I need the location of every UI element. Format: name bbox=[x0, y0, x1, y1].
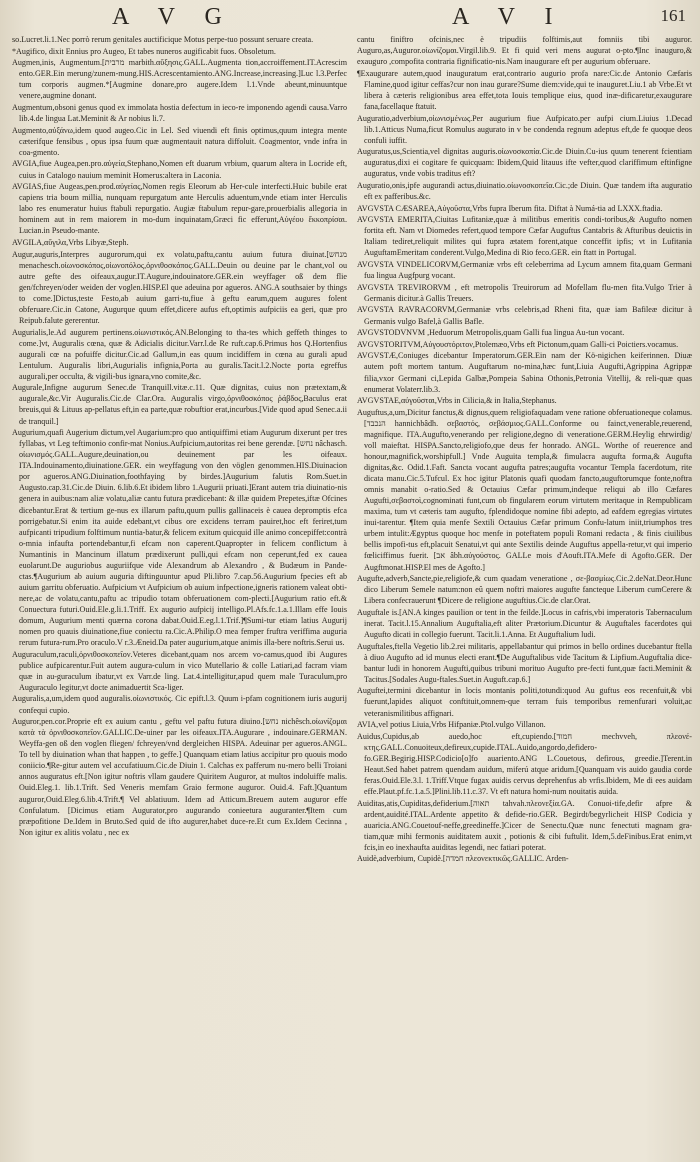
dictionary-entry: Augmento,αὐξάνω,idem quod augeo.Cic in Lel. Sed viuendi eft finis optimus,quum integra mente cæterifque fensibus , opus ipsa fuum quæ augmentauit natura diffoluit. Coagmentor, vnde infra in coa-gmento. bbox=[12, 125, 347, 157]
dictionary-entry: AVGVSTAE,αὐγοῦσται,Vrbs in Cilicia,& in Italia,Stephanus. bbox=[357, 396, 557, 406]
dictionary-entry: Auguratio,onis,ipfe augurandi actus,diuinatio.οἰωνοσκοπεῖα.Cic.;de Diuin. Quæ tandem ifta auguratio eft ex pafferibus.&c. bbox=[357, 180, 692, 202]
running-head-right: A V I bbox=[452, 4, 565, 30]
dictionary-entry: Auguraculum,raculi,ὀρνιθοσκοπεῖον.Veteres dicebant,quam nos arcem vo-camus,quod ibi Augures publice aufpicarentur.Fuit autem augura-culum in vico Mutellario & colle Latiari,ad facram viam quæ in au-guraculum ibatur,vt ex Varr.de ling. Lat.4.intelligitur,apud quem male Turaculum,pro Auguraculo legitur,vt docte animaduertit Sca-liger. bbox=[12, 649, 347, 692]
dictionary-entry: Augurialis,le.Ad augurem pertinens.οἰωνιστικός.AN.Belonging to tha-tes which geffeth thinges to come.]vt, Auguralis cœna, quæ & Adicialis dicitur.Varr.l.de Re ruft.cap.6.Primus hos Q.Hortenfius augurali cœ na pofuiffe dicitur.Cic.ad Gallum,in eas quum incidiffem in cœna au gurali apud Lentulum. Auguralis libri,Augurialis infignia,Porta au guralis.Tacit.l.2.Nocte porta egreffus augurali,per occulta, & vigili-bus ignara,vno comite,&c. bbox=[12, 327, 347, 381]
dictionary-entry: AVGVSTA CÆSAREA,Αὐγοῦστα,Vrbs fupra Iberum fita. Diftat à Numá-tia ad LXXX.ftadia. bbox=[357, 203, 663, 213]
dictionary-entry: Auguftale is.[AN.A kinges pauilion or tent in the feilde.]Locus in cafris,vbi imperatoris Tabernaculum inerat. Tacit.l.15.Annalium Auguftalia,eft aliter Prætorium.Dicuntur & Auguftales facerdotes qui Augufto dicati in collegio fuerunt. Tacit.li.1.Anna. Et Auguftalium ludi. bbox=[357, 607, 692, 639]
dictionary-entry: AVIA,vel potius Liuia,Vrbs Hifpaniæ.Ptol.vulgo Villanon. bbox=[357, 720, 546, 730]
left-column bbox=[12, 34, 347, 1158]
dictionary-entry: AVGVSTA EMERITA,Ciuitas Lufitaniæ,quæ à militibus emeritis condi-toribus,& Augufto nomen fortita eft. Nam vt Diomedes refert,quod tempore Cæfar Auguftus Cantabris & Afturibus deuictis in Italiam tediret,reliquit milites qui fupra ætatem forent,atque conceffit ipfis; vt in Lufitania AuguftamEmeritam conderent.Vulgo,Medina di Rio feco.GER. ein ftatt in Portugal. bbox=[357, 215, 692, 258]
right-column bbox=[357, 34, 692, 1158]
dictionary-entry: so.Lucret.li.1.Nec porrò rerum genitales auctificique Motus perpe-tuo possunt seruare creata. bbox=[12, 35, 314, 44]
dictionary-entry: Auidè,adverbium, Cupidè.[חמדה πλεονεκτικῶς.GALLIC. Arden- bbox=[357, 854, 569, 864]
dictionary-entry: Augurium,quafi Augerium dictum,vel Augarium:pro quo antiquiffimi etiam Augurum dixerunt per tres fyllabas, vt Leg teftimonio confir-mat Nonius.Aufpicium,autoritas rei bene gerendæ. [נחש nâchasch. οἰωνισμός.GALL.Augure,deuination,ou deuinement par les oifeaux. ITA.Indouinamento,diuinatione.GER. ein weyffagung von den vöglen genommen.HIS.Diuinacion por agueros.ANG.Diuination,foothfaying by birdes.]Augurium falutis Rom.Suet.in Augusto.cap.31.Cic.de Diuin. 6.lib.6.Et ibidem libro 1.Augurii priuati.]Erant autem tria diuinatio-nis genera in auibus:nam aliæ volatu,aliæ cantu futura prædicebant: & illæ quidem Prepetes,iftæ Ofcines dicebantur.Erat & tertium ge-nus ex illarum paftu,quum pullis gallinaceis è cauea depromptis efca porrigebatur.Si enim ita auide edebant,vt cibus ore excidens terram pauiret,hoc eft feriret,tum aufpicanti tripudium folftimum nuntia-batur,& felicem exitum quicquid ille animo concepiffet:contrà o-mnia infaufta portendebantur,fi efcam non caperent.Quapropter in felicem conflictum à Numantinis in Mancinum illatum prædixerunt pulli,qui efcam non ceperunt,fed ex cauea euolarunt.De auguriobus auguriifque vide Alexandrum ab Alexandro , & Budæum in Pande-ctas.¶Augurium ab auium auguria diftinguuntur apud Pli.libro 7.cap.56.Augurium fpecies eft ab auium garritu obferuatio. Aufpicium vt Aufpicium ob auium infpectione,igneris rationem valeat obti-nere,ac de volatu,cantu,paftu ac tripudio totam obferuationem com-plecti.[Augurium ratio eft.& Conuectura futuri.Ouid.Ele.g.li.1.Triff. Ex augurio aufpicij intelligo.Pl.Afs.fc.1.a.1.Illam effe Iouis domum, Augurium menti quærna corona dabat.Ouid.E.eg.l.1.Trif.]¶Sumi-tur etiam latius Augurij nomen pro quauis diuinatione,fiue coniectu ra.Cic.A.Philip.O mea femper fruftra veriffima auguria rerum futura-rum.Pro oraculo.V r.3.Æneid.Da pater augurium,atque animis illa-bere noftris.Serui us. bbox=[12, 428, 347, 648]
running-head-left: A V G bbox=[112, 4, 234, 30]
dictionary-entry: AVGILA,αὔγιλα,Vrbs Libyæ,Steph. bbox=[12, 238, 129, 247]
dictionary-entry: AVGVSTA RAVRACORVM,Germaniæ vrbs celebris,ad Rheni fita, quæ iam Bafileæ dicitur à Germanis vulgo Bafel,à Gallis Bafle. bbox=[357, 305, 692, 326]
dictionary-entry: Auguftei,termini dicebantur in locis montanis politi,totundi:quod Au guftus eos recenfuit,& vbi fuerunt,lapides aliquot conftituit,omnem-que terram fuis temporibus remenfurari voluit,ac veteranismilitibus affignari. bbox=[357, 686, 692, 718]
dictionary-entry: *Augifico, dixit Ennius pro Augeo, Et tabes nuneros augificabit fuos. Obsoletum. bbox=[12, 46, 276, 56]
dictionary-entry: cantu finiftro ofcinis,nec è tripudiis folftimis,aut fomniis tibi auguror. Auguro,as,Auguror.οἰωνίζομαι.Virgil.lib.9. Et fi quid veri mens augurat o-pto.¶Inc inauguro,& exauguro ,compofita contraria fignificatio-nis.Nam inaugurare eft per augurium obferuare. bbox=[357, 35, 692, 67]
dictionary-entry: AVGVSTORITVM,Αὐγουστόριτον,Ptolemæo,Vrbs eft Pictonum,quam Galli-ci Poictiers.vocamus. bbox=[357, 339, 679, 349]
dictionary-entry: Auguratus,us,Scientia,vel dignitas auguris.οἰωνοσκοπία.Cic.de Diuin.Cu-ius quum tenerent fcientiam auguratus,dixi ei cogitare fe quicquam: Ibidem,Quid litauus ifte vefter,quod clariffimum eftinfigne auguratus, vnde vobis traditus eft? bbox=[357, 147, 692, 179]
dictionary-entry: AVGIAS,fiue Augeas,pen.prod.αὐγείας,Nomen regis Eleorum ab Her-cule interfecti.Huic bubile erat capiens tria boum millia, nunquam repurgatum ante Herculis aduentum,vnde etiam inter Herculis labo res enumeratur huius ftabuli repurgatio. Augiæ ftabulum repur-gare,prouerbialis allegoria in hominem aut in rem maiorem in mo-dum inquinatam,Græci fic efferunt,Αὐγέου ἔκκοπρίσαι. Lucian.in Pseudo-mante. bbox=[12, 182, 347, 236]
dictionary-entry: Auguftus,a,um,Dicitur fanctus,& dignus,quem religiofaquadam vene ratione obferuationeque colamus.[הנכבד hannichbâdh. σεβαστός, σεβάσμιος.GALL.Conforme ou fainct,venerable,reuerend, magnifique. ITA.Augufto,venerando per religione,degno di veneratione.GERM.Heylig ehrwirdig/ voll maieftat. HISPA.Sancto,religiofo,que deus fer honrado. ANGL. Worthe of reuerence and honour,magnifick,worshipfull.] Vnde Auguita templa,& fimulacra augufta forma,& Augufta dignitas,&c. Odid.1.Faft. Sancta vocant augufta patres;augufta vocantur Templa facerdotum, rite dicata manu.Cic.5.Tufcul. Ex hoc igitur Platonis quafi quodam fancto,auguftorumque fonte,noftra omnis manabit o-ratio.Sed & Octauius Cæfar primum,indeque reliqui ab illo Cæfares Augufti,σεβαστοὶ,cognominati funt,cum ob fingularem eorum virtutem meritaque in Rempublicam maxima, tum vt cæteris tam augufto, fplendidoque nomine fibi adepto, ad eafdem egregias virtutes inui-tarentur. ¶Item quia menfe Sextili Octauius Cæfar primum Confu-latum iniit,triumphos tres urbem intulit:Ægyptus quoque hoc menfe in poteftatem populi Romani redacta , & finis ciuilibus bellis impofi-tus eft,placuit Senatui,vt qui ante Sextilis deinde Auguftus appella-retur,vt qui imperio fœliciffimus fuerit. [אב âbh.αὐγούστος. GALLe mois d'Aouft.ITA.Mefe di Agofto.GER. Der Augftmonat.HISP.El mes de Agofto.] bbox=[357, 407, 692, 572]
dictionary-entry: AVGVSTODVNVM ,Heduorum Metropolis,quam Galli fua lingua Au-tun vocant. bbox=[357, 328, 625, 338]
dictionary-entry: Auguratio,adverbium,οἰωνισμένως.Per augurium fiue Aufpicato.per aufpi cium.Liuius 1.Decad lib.1.Atticus Numa,ficut Romulus augurato in v be condenda regnum adeptus eft,de fe quoque deos confuli iuffit. bbox=[357, 113, 692, 145]
dictionary-entry: Auguralis,a,um,idem quod auguralis.οἰωνιστικός. Cic epift.l.3. Quum i-pfam cognitionem iuris augurij confequi cupio. bbox=[12, 694, 347, 715]
dictionary-entry: AVGIA,fiue Augea,pen.pro.αὐγεία,Stephano,Nomen eft duarum vrbium, quarum altera in Locride eft, cuius in Catalogo nauium meminit Homerus:altera in Laconia. bbox=[12, 159, 347, 180]
dictionary-entry: AVGVSTA VINDELICORVM,Germaniæ vrbs eft celeberrima ad Lycum amnem fita,quam Germani fua lingua Augfpurg vocant. bbox=[357, 260, 692, 281]
dictionary-entry: Auguror,pen.cor.Proprie eft ex auium cantu , geftu vel paftu futura diuino.[נחש nichêsch.οἰωνίζομαι κατὰ τὰ ὀρνιθοσκοπεῖον.GALLIC.De-uiner par les oifeaux.ITA.Augurare , indouinare.GERMAN. Weyffa-gen oß den voglen fliegen/ fchreyen/vnd dergleichen HISPA. Adeuinar per agueros.ANGL. To tell by diuination whan that happen , to geffe.] Quanquam etiam latius accipitur pro quouis modo coniicio.¶Re-gitur autem vel accufatiuum.Cic.de Diuin 1. Calchas ex pafferum nu-mero belli Troiani annos auguratus eft.[Non igitur noftris vllam gaudere Quiritem Auguror, at multos indoluiffe malis. Ouid.Eleg.1. lib.1.Trift. Sed Veneris memfam Graio fermone auguror. Ouid.4. Faft.]Quantum auguror,Ouid.Eleg.6.lib.4.Trift.¶ Vel ablatiuum. Idem ad Atticum.Breuem autem auguror effe Confulatum. [Dicimus etiam Augurator,pro augurando conieetura auguranter.¶Item cum præpofitione De.Idem in Bruto.Sed quid de ifto augurer,habet duce-re.Et cum Ex.Idem Cecinna , Non igitur ex alitis volatu , nec ex bbox=[12, 717, 347, 837]
dictionary-entry: Augmen,inis, Augmentum.[מרבית marbith.αὔξησις.GALL.Augmenta tion,accroiffement.IT.Acrescim ento.GER.Ein merung/zunem-mung.HIS.Acrescentamiento.ANG.Increase,increasing.]Luc l.3.Perfec tum corporis augmen.*[Augmine donare,pro augere.Idem l.1.Vnde abeunt,minuuntque venere,augmine donant. bbox=[12, 58, 347, 101]
dictionary-entry: Auidus,Cupidus,ab auedo,hoc eft,cupiendo.[חמוד mechvveh, πλεονέ-κτης.GALL.Conuoiteux,defireux,cupide.ITAL.Auido,angordo,defidero-fo.GER.Begirig.HISP.Codicio[o]fo auariento.ANG L.Couetous, defirous, greedie.]Terent.in Heaut.Sed habet patrem quendam auidum, miferú atque aridum.[Quanquam vis auido gaudia corde feras.Ouid.Ele.3.l. 1.Triff.Vtque fugax auidis cervus deprehenfus ab vrfis.Ibidem, Me di ees auidam effe.Plaut.pf.fc.1.a.5.]Plini.lib.11.c.37. Vt eft natura homi-num nouitatis auida. bbox=[357, 731, 692, 797]
dictionary-entry: Auiditas,atis,Cupiditas,defiderium.[תאוה tahvah.πλεονεξία.GA. Conuoi-tife,defir afpre & ardent,auidité.ITAL.Ardente appetito & defide-rio.GER. Begirdt/begyrlicheit HISP Codicia y auaricia.ANG.Couetouf-neffe,greedineffe.]Cicer de Senectu.Quæ nunc fenectuti magnam gra-tiam,quæ mihi fermonis auiditatem auxit , potionis & cibi fuftulit. Idem,5.deFinibus.Erat enim,vt fcis,in eo inexhaufta auiditas legendi, nec fatiari poterat. bbox=[357, 798, 692, 852]
running-head bbox=[12, 4, 692, 34]
dictionary-entry: Augur,auguris,Interpres augurorum,qui ex volatu,paftu,cantu auium futura diuinat.[מנחש menachesch.οἰωνοσκόπος,οἰωνοπόλος,ὀρνιθοσκόπος.GALL.Deuin ou deuine par le chant,vol ou autre gefte des oifeaux,augur.IT.Augure,indouinatore.GER.ein weyffager oß dem flie gen/fchreyen/oder weiden der voglen.HISP.El que adeuina por agueros. ANG.A southsaier by things to come.]Dictus,teste Festo,ab auium garri-tu,fiue à geftu earum,quem augures folent obferuare.Cic.in Catone, Augurque quum effet,dicere aufus eft,optimis aufpiciis ea geri, quæ pro Reipub.falute gererentur. bbox=[12, 249, 347, 325]
dictionary-entry: Auguftales,ftella Vegetio lib.2.rei militaris, appellabantur qui primos in bello ordines ducebantur ftella à diuo Augufto ad id munus electi erant.¶De Auguftalibus vide Tacitum & Lipfium.Auguftalia dice-bantur ludi in honorem Augufti,quibus tribuni morituo Augufto pre-fecti funt,quæ facti.Meminit & Tacitus.[Sodales Augu-ftales.Suet.in Auguft.cap.6.] bbox=[357, 641, 692, 684]
dictionary-entry: AVGVSTA TREVIRORVM , eft metropolis Treuirorum ad Mofellam flu-men fita.Vulgo Trier à Germanis dicitur.à Gallis Treuers. bbox=[357, 282, 692, 303]
dictionary-entry: AVGVSTÆ,Coniuges dicebantur Imperatorum.GER.Ein nam der Kö-nigichen keiferinnen. Diuæ autem poft mortem tantum. Auguftarum no-mina,hæc funt,Liuia Augufti,Agrippina Agrippæ filia,vxor Germani ci,Lepida Galbæ,Pompeia Sabina Othonis,Petronia Vitellij, & reli-quæ quas enumerat Volaterr.lib.3. bbox=[357, 351, 692, 394]
page-number: 161 bbox=[660, 6, 686, 25]
dictionary-entry: Augmentum,obsoni genus quod ex immolata hostia defectum in ieco-re imponendo agendi causa.Varro lib.4.de lingua Lat.Meminit & Ar nobius li.7. bbox=[12, 103, 347, 124]
two-column-body bbox=[12, 34, 692, 1158]
dictionary-entry: ¶Exaugurare autem,quod inauguratum erat,contrario augurio profa nare:Cic.de Antonio Cæfaris Flamine,quod igitur ceffas?cur non inau gurare?Sume diem:vide,qui te inauguret.Liu.1 ab Vrbe.Et vt libera à cæteris religionibus area effet,tota Iouis templique eius, quod inæ-dificaretur,exaugurare fana,facellaque ftatuit. bbox=[357, 68, 692, 111]
dictionary-entry: Augurale,Infigne augurum Senec.de Tranquill.vitæ.c.11. Quæ dignitas, cuius non prætextam,& augurale,&c.Vir Auguralis.Cic.de Clar.Ora. Auguralis virgo,ὀρνιθοσκόπος ῥάβδος,Baculus erat breuis,qui & Lituus ap-pellatus eft,in ea parte,quæ robuftior erat,incurbus.[Vide quod apud Senec.a.ii de tranquil.] bbox=[12, 383, 347, 426]
dictionary-entry: Augufte,adverb,Sancte,pie,religiofe,& cum quadam veneratione , σε-βασμίως.Cic.2.deNat.Deor.Hunc dico Liberum Semele natum:non eû quem noftri maiores augufte fancteque Liberum cumCerere & Libera confecrauerunt ¶Dicere de religione auguftius.Cic.de clar.Orat. bbox=[357, 574, 692, 606]
